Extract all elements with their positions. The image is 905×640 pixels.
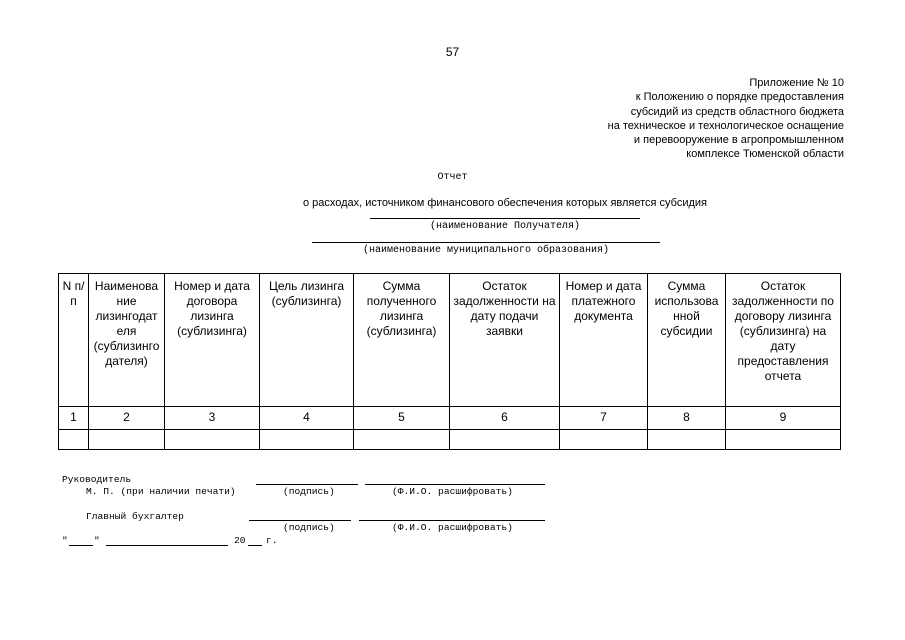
head-name-line [365, 484, 545, 485]
table-cell[interactable] [59, 430, 89, 450]
column-number: 1 [59, 407, 89, 430]
header-cell: N п/п [59, 274, 89, 407]
municipality-line [312, 242, 660, 243]
report-subtitle: о расходах, источником финансового обеспечения которых является субсидия [302, 197, 708, 209]
table-cell[interactable] [560, 430, 648, 450]
column-number-row [59, 407, 841, 430]
column-number: 6 [450, 407, 560, 430]
head-signature-caption: (подпись) [283, 486, 335, 497]
column-number: 2 [89, 407, 165, 430]
page-number: 57 [445, 45, 460, 59]
header-cell: Наименова ние лизингодат еля (сублизинго дателя) [89, 274, 165, 407]
recipient-caption: (наименование Получателя) [429, 221, 581, 232]
stamp-label: М. П. (при наличии печати) [86, 486, 236, 497]
report-table [58, 273, 841, 450]
date-day-line [69, 545, 93, 546]
accountant-signature-caption: (подпись) [283, 522, 335, 533]
column-number: 5 [354, 407, 450, 430]
accountant-label: Главный бухгалтер [86, 511, 184, 522]
date-year-prefix: 20 [234, 535, 246, 546]
date-month-line [106, 545, 228, 546]
appendix-line: к Положению о порядке предоставления [635, 91, 844, 104]
header-cell: Остаток задолженности по договору лизинга (сублизинга) на дату предоставления отчета [726, 274, 841, 407]
table-cell[interactable] [260, 430, 354, 450]
accountant-signature-line [249, 520, 351, 521]
header-cell: Номер и дата договора лизинга (сублизинга) [165, 274, 260, 407]
head-signature-line [256, 484, 358, 485]
header-cell: Сумма использова нной субсидии [648, 274, 726, 407]
municipality-caption: (наименование муниципального образования) [362, 245, 610, 256]
date-year-suffix: г. [266, 535, 278, 546]
header-cell: Цель лизинга (сублизинга) [260, 274, 354, 407]
table-cell[interactable] [648, 430, 726, 450]
head-label: Руководитель [62, 474, 132, 485]
table-cell[interactable] [89, 430, 165, 450]
appendix-line: Приложение № 10 [749, 77, 844, 89]
date-quote-close: " [94, 535, 100, 546]
appendix-line: и перевооружение в агропромышленном [633, 134, 844, 147]
table-row [59, 430, 841, 450]
header-cell: Остаток задолженности на дату подачи заявки [450, 274, 560, 407]
appendix-line: субсидий из средств областного бюджета [630, 105, 844, 118]
column-number: 9 [726, 407, 841, 430]
recipient-line [370, 218, 640, 219]
table-cell[interactable] [450, 430, 560, 450]
date-quote-open: " [62, 535, 68, 546]
date-year-line [248, 545, 262, 546]
appendix-line: комплексе Тюменской области [686, 148, 844, 161]
table-cell[interactable] [165, 430, 260, 450]
appendix-header [608, 76, 844, 162]
column-number: 7 [560, 407, 648, 430]
table-cell[interactable] [726, 430, 841, 450]
column-number: 4 [260, 407, 354, 430]
report-title: Отчет [437, 172, 468, 183]
accountant-name-line [359, 520, 545, 521]
column-number: 3 [165, 407, 260, 430]
accountant-name-caption: (Ф.И.О. расшифровать) [392, 522, 513, 533]
head-name-caption: (Ф.И.О. расшифровать) [392, 486, 513, 497]
appendix-line: на техническое и технологическое оснащение [607, 119, 844, 132]
column-number: 8 [648, 407, 726, 430]
table-cell[interactable] [354, 430, 450, 450]
header-row [59, 274, 841, 407]
header-cell: Номер и дата платежного документа [560, 274, 648, 407]
header-cell: Сумма полученного лизинга (сублизинга) [354, 274, 450, 407]
